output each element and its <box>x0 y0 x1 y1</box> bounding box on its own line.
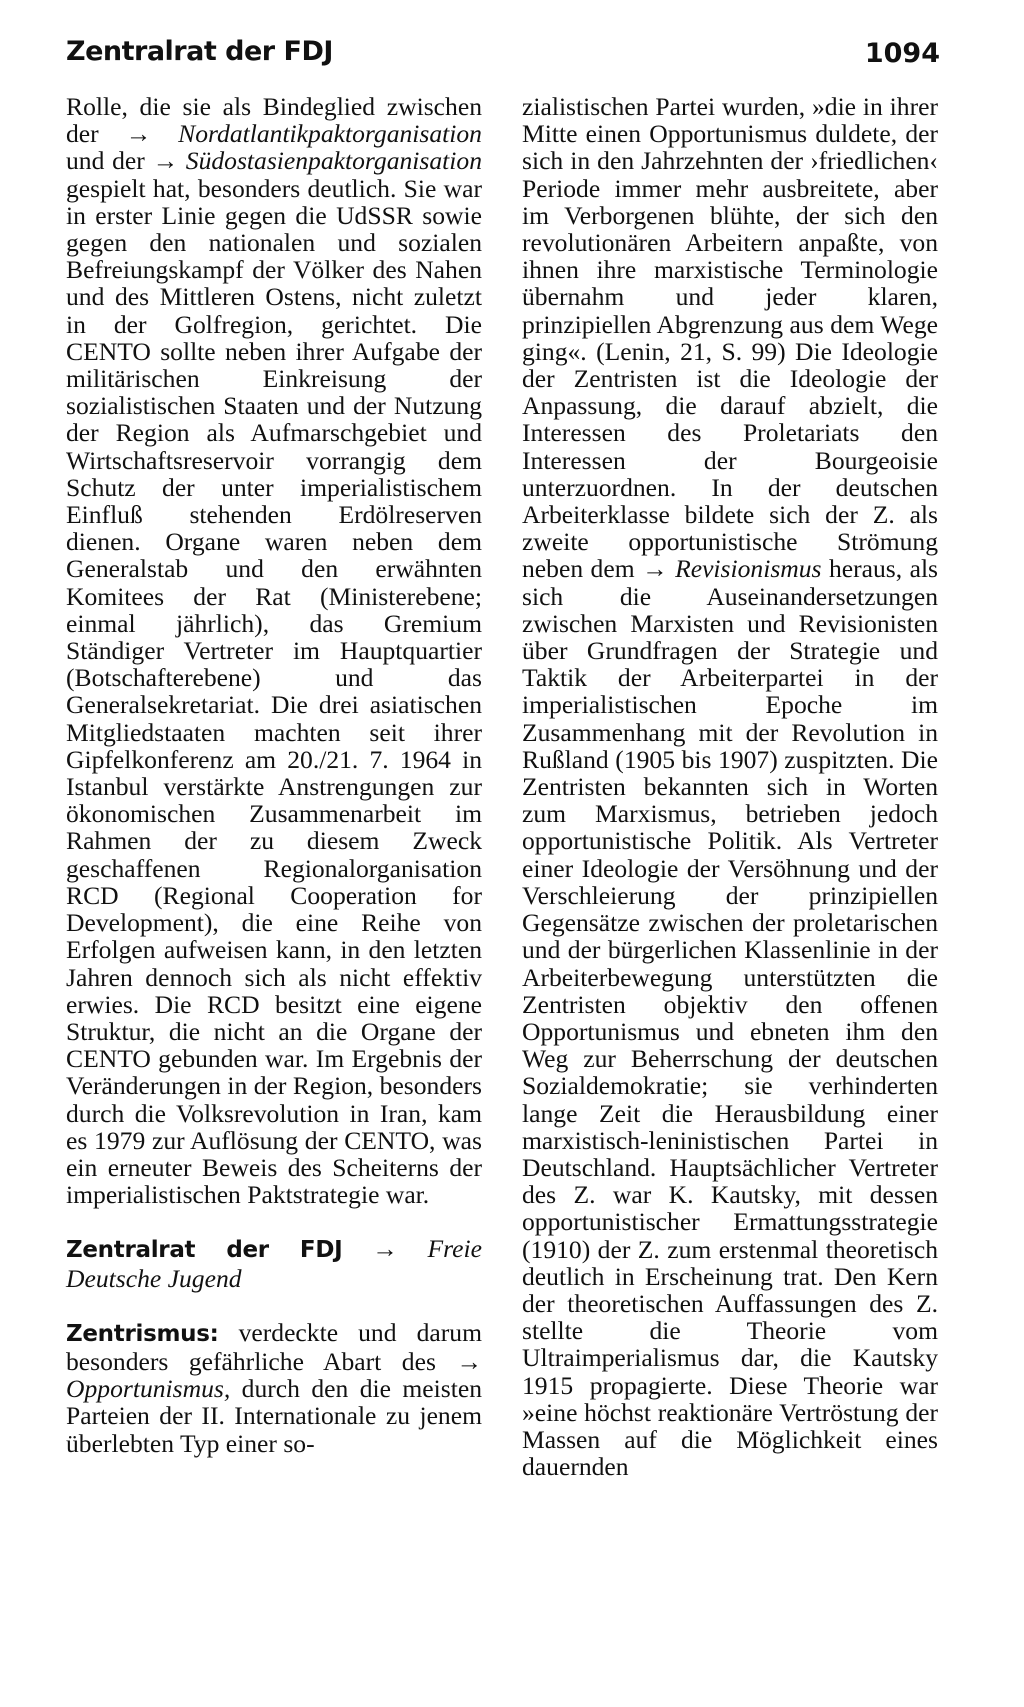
cross-reference-nato: Nordatlantikpaktorganisation <box>178 119 482 149</box>
cross-reference-opportunismus: Opportunismus, <box>66 1374 231 1404</box>
cento-entry-continuation <box>66 93 482 1208</box>
cross-reference-seato: Südostasienpaktorganisation <box>185 146 482 176</box>
right-column <box>522 93 938 1480</box>
cross-reference-fdj: Freie Deutsche Jugend <box>66 1234 482 1293</box>
zentrismus-continuation <box>522 93 938 1480</box>
page-number: 1094 <box>864 38 940 69</box>
running-head: Zentralrat der FDJ <box>66 36 333 67</box>
right-text-part-1: zialistischen Partei wurden, »die in ihrer Mitte einen Opportunismus duldete, der sich in den Jahrzehnten der ›friedlichen‹ Periode immer mehr ausbreitete, aber im Verborgenen blühte, der sich den revolutionären Arbeitern anpaßte, von ihnen ihre marxistische Terminologie übernahm und jeder klaren, prinzipiellen Abgrenzung aus dem Wege ging«. (Lenin, 21, S. 99) Die Ideologie der Zentristen ist die Ideologie der Anpassung, die darauf abzielt, die Interessen des Proletariats den Interessen der Bourgeoisie unterzuordnen. In der deutschen Arbeiterklasse bildete sich der Z. als zweite opportunistische Strömung neben dem <box>522 92 938 584</box>
cross-reference-arrow-icon: → <box>152 146 179 176</box>
headword-zentralrat: Zentralrat der FDJ <box>66 1237 343 1264</box>
right-text-part-2: heraus, als sich die Auseinandersetzungen zwischen Marxisten und Revisionisten über Grundfragen der Strategie und Taktik der Arbeiterpartei in der imperialistischen Epoche im Zusammenhang mit der Revolution in Rußland (1905 bis 1907) zuspitzten. Die Zentristen bekannten sich in Worten zum Marxismus, betrieben jedoch opportunistische Politik. Als Vertreter einer Ideologie der Versöhnung und der Verschleierung der prinzipiellen Gegensätze zwischen der proletarischen und der bürgerlichen Klassenlinie in der Arbeiterbewegung unterstützten die Zentristen objektiv den offenen Opportunismus und ebneten ihm den Weg zur Beherrschung der deutschen Sozialdemokratie; sie verhinderten lange Zeit die Herausbildung einer marxistisch-leninistischen Partei in Deutschland. Hauptsächlicher Vertreter des Z. war K. Kautsky, mit dessen opportunistischer Ermattungsstrategie (1910) der Z. zum erstenmal theoretisch deutlich in Erscheinung trat. Den Kern der theoretischen Auffassungen des Z. stellte die Theorie vom Ultraimperialismus dar, die Kautsky 1915 propagierte. Diese Theorie war »eine höchst reaktionäre Vertröstung der Massen auf die Möglichkeit eines dauernden <box>522 554 939 1482</box>
zentrismus-text-part-1: verdeckte und darum besonders gefährliche Abart des <box>66 1317 482 1376</box>
cross-reference-arrow-icon: → <box>642 554 668 584</box>
cross-reference-revisionismus: Revisionismus <box>675 554 822 584</box>
cross-reference-arrow-icon: → <box>372 1234 398 1264</box>
zentrismus-text-part-2: durch den die meisten Parteien der II. Internationale zu jenem überlebten Typ einer so- <box>66 1374 483 1458</box>
left-column <box>66 93 482 1457</box>
entry-zentrismus <box>66 1319 482 1457</box>
cross-reference-arrow-icon: → <box>125 119 152 149</box>
cento-text-part-3: gespielt hat, besonders deutlich. Sie war in erster Linie gegen die UdSSR sowie gegen den nationalen und sozialen Befreiungskampf der Völker des Nahen und des Mittleren Ostens, nicht zuletzt in der Golfregion, gerichtet. Die CENTO sollte neben ihrer Aufgabe der militärischen Einkreisung der sozialistischen Staaten und der Nutzung der Region als Aufmarschgebiet und Wirtschaftsreservoir vorrangig dem Schutz der unter imperialistischem Einfluß stehenden Erdölreserven dienen. Organe waren neben dem Generalstab und den erwähnten Komitees der Rat (Ministerebene; einmal jährlich), das Gremium Ständiger Vertreter im Hauptquartier (Botschafterebene) und das Generalsekretariat. Die drei asiatischen Mitgliedstaaten machten seit ihrer Gipfelkonferenz am 20./21. 7. 1964 in Istanbul verstärkte Anstrengungen zur ökonomischen Zusammenarbeit im Rahmen der zu diesem Zweck geschaffenen Regionalorganisation RCD (Regional Cooperation for Development), die eine Reihe von Erfolgen aufweisen kann, in den letzten Jahren dennoch sich als nicht effektiv erwies. Die RCD besitzt eine eigene Struktur, die nicht an die Organe der CENTO gebunden war. Im Ergebnis der Veränderungen in der Region, besonders durch die Volksrevolution in Iran, kam es 1979 zur Auflösung der CENTO, was ein erneuter Beweis des Scheiterns der imperialistischen Paktstrategie war. <box>66 173 482 1210</box>
cross-reference-arrow-icon: → <box>456 1346 482 1376</box>
cento-text-part-1: Rolle, die sie als Bindeglied zwischen der <box>66 92 482 149</box>
cento-text-part-2: und der <box>66 146 145 176</box>
entry-zentralrat <box>66 1235 482 1291</box>
headword-zentrismus: Zentrismus: <box>66 1320 219 1347</box>
